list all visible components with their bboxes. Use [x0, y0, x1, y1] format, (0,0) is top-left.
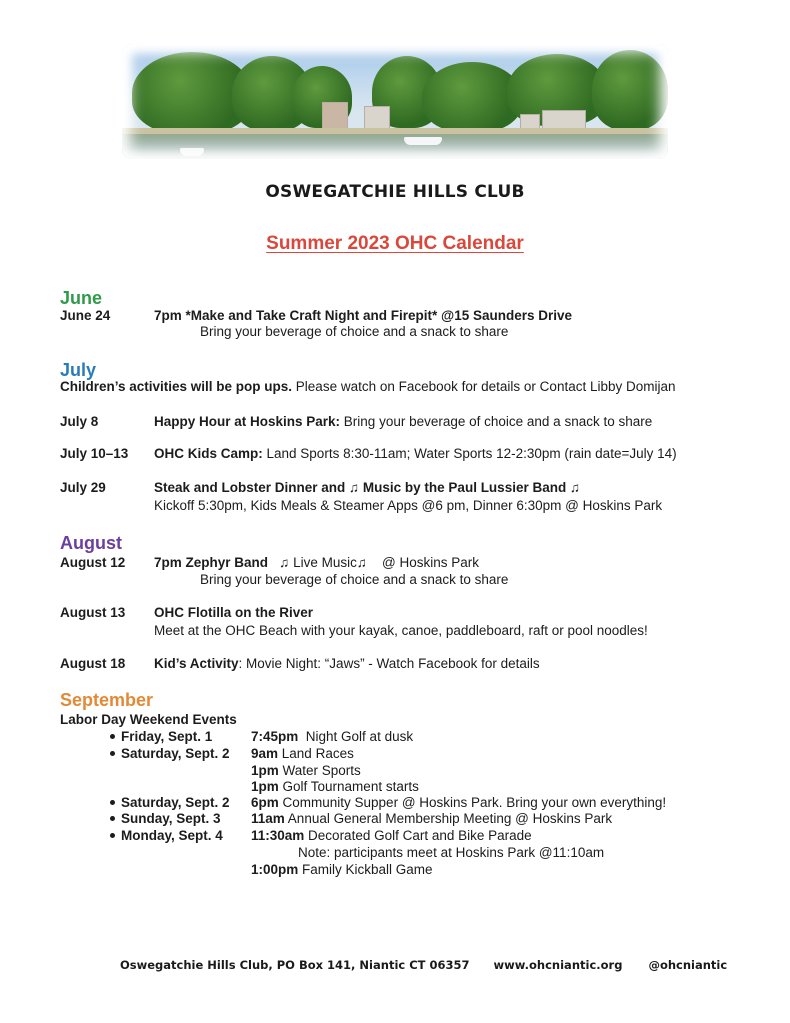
sept-item: [251, 729, 413, 745]
bullet-icon: [110, 734, 115, 739]
footer-website-link[interactable]: www.ohcniantic.org: [493, 958, 623, 972]
sept-day-monday-4: [110, 828, 223, 844]
event-date: June 24: [60, 308, 111, 323]
item-text: Golf Tournament starts: [278, 779, 419, 794]
item-time: 1pm: [251, 779, 279, 794]
item-text: Annual General Membership Meeting @ Hoskins Park: [284, 811, 613, 826]
event-desc: [154, 414, 652, 429]
sept-day-friday-1: [110, 729, 212, 745]
event-title: 7pm *Make and Take Craft Night and Firepit* @15 Saunders Drive: [154, 308, 573, 323]
sept-item: [251, 828, 532, 844]
note-bold: Children’s activities will be pop ups.: [60, 379, 293, 394]
day-label: Saturday, Sept. 2: [121, 746, 230, 761]
day-label: Sunday, Sept. 3: [121, 811, 221, 826]
sept-note: Note: participants meet at Hoskins Park @11:10am: [298, 845, 605, 860]
event-detail: Kickoff 5:30pm, Kids Meals & Steamer Apps @6 pm, Dinner 6:30pm @ Hoskins Park: [154, 498, 663, 513]
event-title: 7pm Zephyr Band: [154, 555, 269, 570]
sept-item: [251, 811, 612, 827]
photo-vignette: [122, 44, 668, 159]
event-desc: [154, 555, 479, 570]
item-text: Land Races: [278, 746, 354, 761]
event-detail-line2: Bring your beverage of choice and a snack to share: [200, 572, 509, 587]
item-text: Community Supper @ Hoskins Park. Bring your own everything!: [278, 795, 667, 810]
item-time: 1:00pm: [251, 862, 299, 877]
event-title: Kid’s Activity: [154, 656, 239, 671]
day-label: Friday, Sept. 1: [121, 729, 213, 744]
event-desc: [154, 656, 540, 671]
footer-address: Oswegatchie Hills Club, PO Box 141, Niantic CT 06357: [120, 958, 470, 972]
sept-day-sunday-3: [110, 811, 221, 827]
month-heading-june: June: [60, 288, 103, 308]
event-detail: Bring your beverage of choice and a snack to share: [340, 414, 653, 429]
item-time: 1pm: [251, 763, 279, 778]
item-time: 11am: [251, 811, 285, 826]
labor-day-subheading: Labor Day Weekend Events: [60, 712, 237, 727]
note-rest: Please watch on Facebook for details or Contact Libby Domijan: [292, 379, 676, 394]
event-title: Steak and Lobster Dinner and ♫ Music by the Paul Lussier Band ♫: [154, 480, 581, 495]
calendar-title: Summer 2023 OHC Calendar: [266, 233, 524, 254]
month-heading-july: July: [60, 360, 97, 380]
event-date: August 13: [60, 605, 126, 620]
event-detail: ♫ Live Music♫ @ Hoskins Park: [268, 555, 480, 570]
event-detail: Land Sports 8:30-11am; Water Sports 12-2:30pm (rain date=July 14): [262, 446, 677, 461]
day-label: Monday, Sept. 4: [121, 828, 223, 843]
event-date: July 8: [60, 414, 99, 429]
event-detail: Bring your beverage of choice and a snack to share: [200, 324, 509, 339]
july-children-note: [60, 379, 676, 394]
item-text: Night Golf at dusk: [298, 729, 414, 744]
item-text: Family Kickball Game: [298, 862, 433, 877]
sept-item: [251, 779, 419, 795]
event-desc: [154, 446, 677, 461]
sept-item: [251, 763, 361, 779]
sept-day-saturday-2: [110, 746, 230, 762]
bullet-icon: [110, 800, 115, 805]
event-detail: : Movie Night: “Jaws” - Watch Facebook for details: [238, 656, 540, 671]
event-date: July 10–13: [60, 446, 129, 461]
item-time: 9am: [251, 746, 279, 761]
event-title: Happy Hour at Hoskins Park:: [154, 414, 341, 429]
event-date: August 12: [60, 555, 126, 570]
event-date: August 18: [60, 656, 126, 671]
month-heading-september: September: [60, 690, 154, 710]
club-name: OSWEGATCHIE HILLS CLUB: [265, 182, 525, 202]
header-photo: [122, 44, 668, 159]
footer: [120, 958, 727, 972]
bullet-icon: [110, 816, 115, 821]
event-title: OHC Kids Camp:: [154, 446, 263, 461]
event-date: July 29: [60, 480, 106, 495]
sept-item: [251, 862, 433, 878]
sept-item: [251, 746, 354, 762]
event-title: OHC Flotilla on the River: [154, 605, 314, 620]
sept-day-saturday-2-supper: [110, 795, 230, 811]
event-detail: Meet at the OHC Beach with your kayak, canoe, paddleboard, raft or pool noodles!: [154, 623, 648, 638]
item-text: Water Sports: [278, 763, 361, 778]
item-time: 7:45pm: [251, 729, 299, 744]
item-time: 11:30am: [251, 828, 305, 843]
sept-item: [251, 795, 666, 811]
day-label: Saturday, Sept. 2: [121, 795, 230, 810]
bullet-icon: [110, 833, 115, 838]
item-text: Decorated Golf Cart and Bike Parade: [304, 828, 532, 843]
bullet-icon: [110, 751, 115, 756]
item-time: 6pm: [251, 795, 279, 810]
month-heading-august: August: [60, 533, 122, 553]
footer-social-handle[interactable]: @ohcniantic: [648, 958, 728, 972]
